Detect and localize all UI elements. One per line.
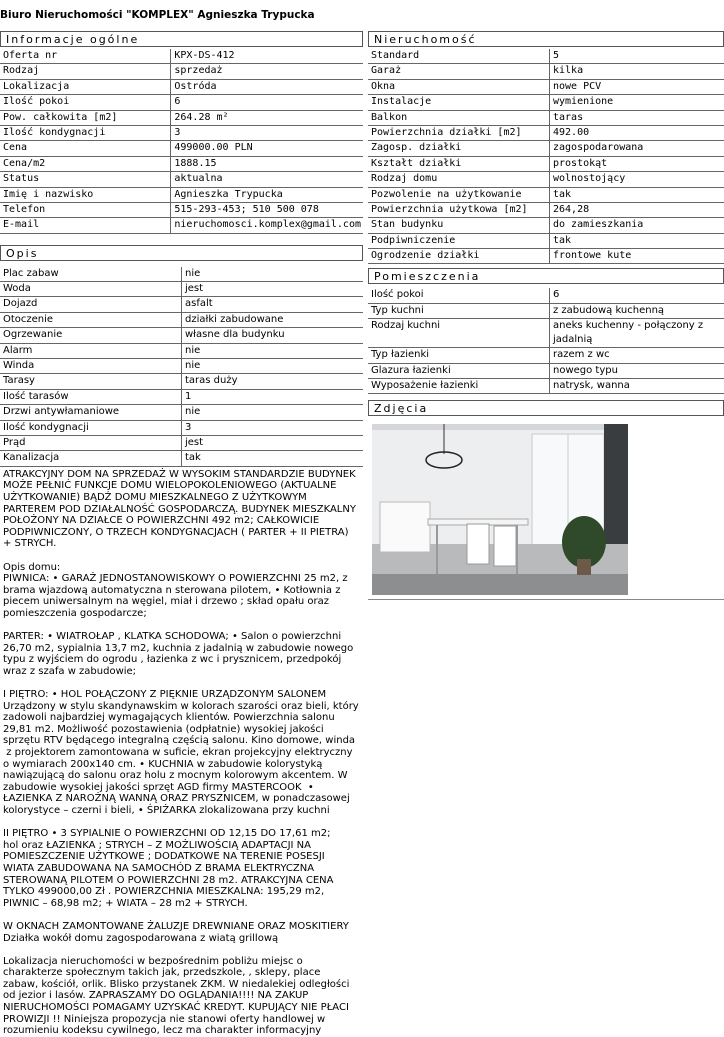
interior-photo-illustration — [372, 424, 628, 595]
nieruchomosc-row — [368, 126, 724, 141]
opis-row — [0, 390, 363, 405]
informacje-value: 3 — [171, 126, 363, 141]
pomieszczenia-row — [368, 379, 724, 394]
nieruchomosc-label: Podpiwniczenie — [368, 234, 550, 249]
nieruchomosc-row — [368, 141, 724, 156]
informacje-value: KPX-DS-412 — [171, 49, 363, 64]
section-header-informacje: Informacje ogólne — [0, 31, 363, 47]
section-header-zdjecia: Zdjęcia — [368, 400, 724, 416]
nieruchomosc-label: Zagosp. działki — [368, 141, 550, 156]
pomieszczenia-label: Ilość pokoi — [368, 288, 550, 303]
nieruchomosc-row — [368, 111, 724, 126]
nieruchomosc-label: Kształt działki — [368, 157, 550, 172]
informacje-row — [0, 111, 363, 126]
nieruchomosc-label: Ogrodzenie działki — [368, 249, 550, 264]
informacje-table — [0, 49, 363, 234]
opis-label: Otoczenie — [0, 313, 182, 328]
nieruchomosc-row — [368, 64, 724, 79]
nieruchomosc-row — [368, 157, 724, 172]
informacje-label: Rodzaj — [0, 64, 171, 79]
informacje-label: E-mail — [0, 218, 171, 233]
pomieszczenia-row — [368, 364, 724, 379]
nieruchomosc-value: tak — [550, 234, 724, 249]
pomieszczenia-value: aneks kuchenny - połączony z jadalnią — [550, 319, 724, 348]
nieruchomosc-value: taras — [550, 111, 724, 126]
nieruchomosc-label: Pozwolenie na użytkowanie — [368, 188, 550, 203]
right-column — [368, 31, 724, 600]
nieruchomosc-row — [368, 249, 724, 264]
pomieszczenia-row — [368, 304, 724, 319]
left-column — [0, 31, 363, 1037]
informacje-row — [0, 80, 363, 95]
opis-row — [0, 328, 363, 343]
opis-value: działki zabudowane — [182, 313, 363, 328]
opis-row — [0, 436, 363, 451]
opis-value: asfalt — [182, 297, 363, 312]
nieruchomosc-row — [368, 234, 724, 249]
opis-value: nie — [182, 267, 363, 282]
informacje-row — [0, 218, 363, 233]
nieruchomosc-value: tak — [550, 188, 724, 203]
pomieszczenia-value: natrysk, wanna — [550, 379, 724, 394]
opis-label: Winda — [0, 359, 182, 374]
opis-value: tak — [182, 451, 363, 466]
informacje-label: Cena — [0, 141, 171, 156]
opis-value: nie — [182, 359, 363, 374]
nieruchomosc-label: Balkon — [368, 111, 550, 126]
informacje-value: aktualna — [171, 172, 363, 187]
nieruchomosc-value: 492.00 — [550, 126, 724, 141]
informacje-label: Lokalizacja — [0, 80, 171, 95]
nieruchomosc-row — [368, 49, 724, 64]
photo-container — [368, 418, 724, 600]
pomieszczenia-value: nowego typu — [550, 364, 724, 379]
nieruchomosc-row — [368, 80, 724, 95]
informacje-row — [0, 64, 363, 79]
pomieszczenia-row — [368, 319, 724, 348]
informacje-value: nieruchomosci.komplex@gmail.com — [171, 218, 363, 233]
nieruchomosc-value: kilka — [550, 64, 724, 79]
opis-label: Woda — [0, 282, 182, 297]
opis-label: Prąd — [0, 436, 182, 451]
informacje-value: Agnieszka Trypucka — [171, 188, 363, 203]
nieruchomosc-value: do zamieszkania — [550, 218, 724, 233]
nieruchomosc-value: wymienione — [550, 95, 724, 110]
nieruchomosc-label: Standard — [368, 49, 550, 64]
nieruchomosc-value: wolnostojący — [550, 172, 724, 187]
informacje-label: Imię i nazwisko — [0, 188, 171, 203]
nieruchomosc-value: prostokąt — [550, 157, 724, 172]
nieruchomosc-row — [368, 203, 724, 218]
opis-label: Ilość tarasów — [0, 390, 182, 405]
opis-row — [0, 267, 363, 282]
informacje-row — [0, 172, 363, 187]
pomieszczenia-row — [368, 288, 724, 303]
nieruchomosc-label: Garaż — [368, 64, 550, 79]
property-description: ATRAKCYJNY DOM NA SPRZEDAŻ W WYSOKIM STANDARDZIE BUDYNEK MOŻE PEŁNIĆ FUNKCJE DOMU WIELOPOKOLENIOWEGO (AKTUALNE UŻYTKOWANIE) BĄDŹ DOMU MIESZKALNEGO Z UŻYTKOWYM PARTEREM POD DZIAŁALNOŚĆ GOSPODARCZĄ. BUDYNEK MIESZKALNY POŁOŻONY NA DZIAŁCE O POWIERZCHNI 492 m2; CAŁKOWICIE PODPIWNICZONY, O TRZECH KONDYGNACJACH ( PARTER + II PIETRA) + STRYCH. Opis domu: PIWNICA: • GARAŻ JEDNOSTANOWISKOWY O POWIERZCHNI 25 m2, z brama wjazdową automatyczna n sterowana pilotem, • Kotłownia z piecem uniwersalnym na węgiel, miał i drzewo ; skład opału oraz pomieszczenia gospodarcze; PARTER: • WIATROŁAP , KLATKA SCHODOWA; • Salon o powierzchni 26,70 m2, sypialnia 13,7 m2, kuchnia z jadalnią w zabudowie nowego typu z wyjściem do ogrodu , łazienka z wc i prysznicem, przedpokój wraz z szafa w zabudowie; I PIĘTRO: • HOL POŁĄCZONY Z PIĘKNIE URZĄDZONYM SALONEM Urządzony w stylu skandynawskim w kolorach szarości oraz bieli, który zadowoli najbardziej wymagających klientów. Powierzchnia salonu 29,81 m2. Możliwość pozostawienia (odpłatnie) wysokiej jakości sprzętu RTV będącego integralną częścią salonu. Kino domowe, winda z projektorem zamontowana w suficie, ekran projekcyjny elektryczny o wymiarach 200x140 cm. • KUCHNIA w zabudowie kolorystyką nawiązującą do salonu oraz holu z mocnym kolorowym akcentem. W zabudowie wysokiej jakości sprzęt AGD firmy MASTERCOOK • ŁAZIENKA Z NAROŻNĄ WANNĄ ORAZ PRYSZNICEM, w ponadczasowej kolorystyce – czerni i bieli, • ŚPIŻARKA zlokalizowana przy kuchni II PIĘTRO • 3 SYPIALNIE O POWIERZCHNI OD 12,15 DO 17,61 m2; hol oraz ŁAZIENKA ; STRYCH – Z MOŻLIWOŚCIĄ ADAPTACJI NA POMIESZCZENIE UŻYTKOWE ; DODATKOWE NA TERENIE POSESJI WIATA ZABUDOWANA NA SAMOCHÓD Z BRAMA ELEKTRYCZNA STEROWANĄ PILOTEM O POWIERZCHNI 28 m2. ATRAKCYJNA CENA TYLKO 499000,00 Zł . POWIERZCHNIA MIESZKALNA: 195,29 m2, PIWNIC – 68,98 m2; + WIATA – 28 m2 + STRYCH. W OKNACH ZAMONTOWANE ŻALUZJE DREWNIANE ORAZ MOSKITIERY Działka wokół domu zagospodarowana z wiatą grillową Lokalizacja nieruchomości w bezpośrednim pobliżu miejsc o charakterze społecznym takich jak, przedszkole, , sklepy, place zabaw, kościół, orlik. Blisko przystanek ZKM. W niedalekiej odległości od jezior i lasów. ZAPRASZAMY DO OGLĄDANIA!!!! NA ZAKUP NIERUCHOMOŚCI POMAGAMY UZYSKAĆ KREDYT. KUPUJĄCY NIE PŁACI PROWIZJI !! Niniejsza propozycja nie stanowi oferty handlowej w rozumieniu kodeksu cywilnego, lecz ma charakter informacyjny — [3, 468, 359, 1037]
opis-value: nie — [182, 405, 363, 420]
nieruchomosc-value: 5 — [550, 49, 724, 64]
opis-row — [0, 451, 363, 466]
opis-label: Kanalizacja — [0, 451, 182, 466]
opis-label: Alarm — [0, 344, 182, 359]
opis-label: Plac zabaw — [0, 267, 182, 282]
informacje-row — [0, 95, 363, 110]
pomieszczenia-value: 6 — [550, 288, 724, 303]
opis-table — [0, 267, 363, 467]
property-photo[interactable] — [372, 424, 628, 595]
nieruchomosc-row — [368, 172, 724, 187]
informacje-label: Ilość pokoi — [0, 95, 171, 110]
informacje-row — [0, 188, 363, 203]
opis-value: jest — [182, 282, 363, 297]
pomieszczenia-row — [368, 348, 724, 363]
informacje-row — [0, 126, 363, 141]
nieruchomosc-label: Powierzchnia użytkowa [m2] — [368, 203, 550, 218]
informacje-value: sprzedaż — [171, 64, 363, 79]
opis-row — [0, 344, 363, 359]
informacje-label: Cena/m2 — [0, 157, 171, 172]
nieruchomosc-value: zagospodarowana — [550, 141, 724, 156]
nieruchomosc-table — [368, 49, 724, 264]
pomieszczenia-label: Wyposażenie łazienki — [368, 379, 550, 394]
pomieszczenia-label: Typ kuchni — [368, 304, 550, 319]
informacje-label: Ilość kondygnacji — [0, 126, 171, 141]
opis-label: Tarasy — [0, 374, 182, 389]
opis-value: nie — [182, 344, 363, 359]
informacje-value: 515-293-453; 510 500 078 — [171, 203, 363, 218]
opis-value: jest — [182, 436, 363, 451]
informacje-row — [0, 203, 363, 218]
opis-row — [0, 374, 363, 389]
page-title: Biuro Nieruchomości "KOMPLEX" Agnieszka Trypucka — [0, 9, 315, 21]
opis-value: taras duży — [182, 374, 363, 389]
opis-row — [0, 359, 363, 374]
informacje-label: Oferta nr — [0, 49, 171, 64]
pomieszczenia-table — [368, 288, 724, 394]
informacje-row — [0, 157, 363, 172]
pomieszczenia-label: Glazura łazienki — [368, 364, 550, 379]
pomieszczenia-value: z zabudową kuchenną — [550, 304, 724, 319]
opis-row — [0, 421, 363, 436]
pomieszczenia-value: razem z wc — [550, 348, 724, 363]
nieruchomosc-label: Stan budynku — [368, 218, 550, 233]
pomieszczenia-label: Rodzaj kuchni — [368, 319, 550, 348]
nieruchomosc-label: Powierzchnia działki [m2] — [368, 126, 550, 141]
pomieszczenia-label: Typ łazienki — [368, 348, 550, 363]
nieruchomosc-value: 264,28 — [550, 203, 724, 218]
informacje-label: Pow. całkowita [m2] — [0, 111, 171, 126]
opis-label: Ogrzewanie — [0, 328, 182, 343]
opis-row — [0, 313, 363, 328]
informacje-row — [0, 141, 363, 156]
section-header-nieruchomosc: Nieruchomość — [368, 31, 724, 47]
nieruchomosc-value: nowe PCV — [550, 80, 724, 95]
section-header-opis: Opis — [0, 245, 363, 261]
informacje-value: 6 — [171, 95, 363, 110]
informacje-label: Status — [0, 172, 171, 187]
nieruchomosc-value: frontowe kute — [550, 249, 724, 264]
nieruchomosc-row — [368, 218, 724, 233]
informacje-value: 499000.00 PLN — [171, 141, 363, 156]
opis-row — [0, 405, 363, 420]
nieruchomosc-label: Okna — [368, 80, 550, 95]
informacje-row — [0, 49, 363, 64]
opis-value: 3 — [182, 421, 363, 436]
opis-row — [0, 297, 363, 312]
informacje-value: Ostróda — [171, 80, 363, 95]
informacje-value: 264.28 m² — [171, 111, 363, 126]
opis-label: Drzwi antywłamaniowe — [0, 405, 182, 420]
nieruchomosc-row — [368, 95, 724, 110]
opis-label: Ilość kondygnacji — [0, 421, 182, 436]
nieruchomosc-label: Rodzaj domu — [368, 172, 550, 187]
informacje-label: Telefon — [0, 203, 171, 218]
nieruchomosc-label: Instalacje — [368, 95, 550, 110]
opis-value: 1 — [182, 390, 363, 405]
nieruchomosc-row — [368, 188, 724, 203]
opis-label: Dojazd — [0, 297, 182, 312]
section-header-pomieszczenia: Pomieszczenia — [368, 268, 724, 284]
informacje-value: 1888.15 — [171, 157, 363, 172]
opis-value: własne dla budynku — [182, 328, 363, 343]
opis-row — [0, 282, 363, 297]
